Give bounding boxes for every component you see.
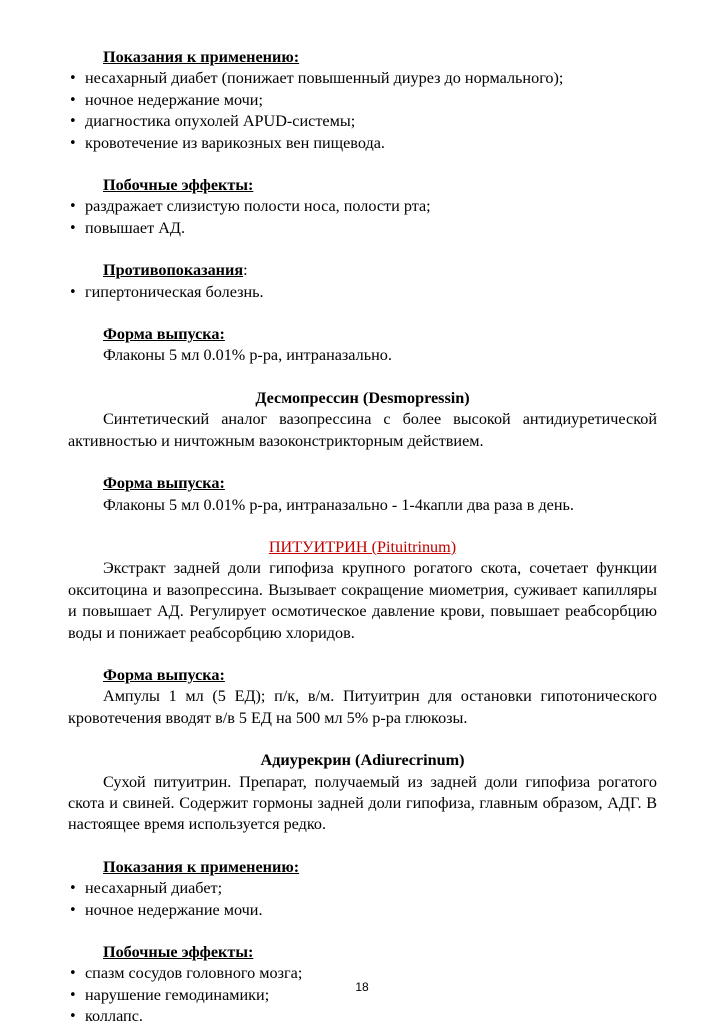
adiurecrin-title: Адиурекрин (Adiurecrinum) (260, 751, 465, 770)
form-text: Флаконы 5 мл 0.01% р-ра, интраназально. (103, 346, 392, 365)
list-item: • диагностика опухолей APUD-системы; (68, 111, 657, 132)
desmopressin-title: Десмопрессин (Desmopressin) (255, 388, 470, 407)
list-item: • гипертоническая болезнь. (68, 282, 657, 303)
list-item: • коллапс. (68, 1006, 657, 1027)
list-item: • ночное недержание мочи; (68, 90, 657, 111)
list-item: • несахарный диабет (понижает повышенный диурез до нормального); (68, 68, 657, 89)
desmopressin-form-text: Флаконы 5 мл 0.01% р-ра, интраназально - 1-4капли два раза в день. (103, 495, 574, 514)
list-item: • ночное недержание мочи. (68, 900, 657, 921)
list-item: • кровотечение из варикозных вен пищевода. (68, 133, 657, 154)
side-effects-list (68, 196, 657, 239)
side-effects-heading: Побочные эффекты: (103, 176, 254, 195)
pituitrin-form-heading: Форма выпуска: (103, 665, 225, 684)
indications-heading: Показания к применению: (103, 48, 300, 66)
indications-list (68, 68, 657, 154)
adiurecrin-side-effects-list (68, 963, 657, 1027)
list-item: • спазм сосудов головного мозга; (68, 963, 657, 984)
contraindications-list (68, 282, 657, 303)
list-item: • нарушение гемодинамики; (68, 985, 657, 1006)
list-item: • несахарный диабет; (68, 878, 657, 899)
desmopressin-description: Синтетический аналог вазопрессина с более высокой антидиуретической активностью и ничтожным вазоконстрикторным действием. (68, 410, 657, 450)
list-item: • раздражает слизистую полости носа, полости рта; (68, 196, 657, 217)
list-item: • повышает АД. (68, 218, 657, 239)
adiurecrin-indications-list (68, 878, 657, 921)
form-heading: Форма выпуска: (103, 325, 225, 344)
page-number: 18 (355, 980, 369, 994)
desmopressin-form-heading: Форма выпуска: (103, 474, 225, 493)
adiurecrin-indications-heading: Показания к применению: (103, 857, 300, 876)
pituitrin-form-text: Ампулы 1 мл (5 ЕД); п/к, в/м. Питуитрин для остановки гипотонического кровотечения вводят в/в 5 ЕД на 500 мл 5% р-ра глюкозы. (68, 687, 657, 727)
page-content (68, 47, 657, 1028)
contraindications-heading: Противопоказания: (103, 261, 248, 280)
pituitrin-title[interactable]: ПИТУИТРИН (Pituitrinum) (268, 537, 457, 556)
pituitrin-description: Экстракт задней доли гипофиза крупного рогатого скота, сочетает функции окситоцина и вазопрессина. Вызывает сокращение миометрия, суживает капилляры и повышает АД. Регулирует осмотическое давление крови, повышает реабсорбцию воды и понижает реабсорбцию хлоридов. (68, 559, 657, 642)
adiurecrin-description: Сухой питуитрин. Препарат, получаемый из задней доли гипофиза рогатого скота и свиней. Содержит гормоны задней доли гипофиза, главным образом, АДГ. В настоящее время используется редко. (68, 772, 657, 834)
adiurecrin-side-effects-heading: Побочные эффекты: (103, 943, 254, 961)
